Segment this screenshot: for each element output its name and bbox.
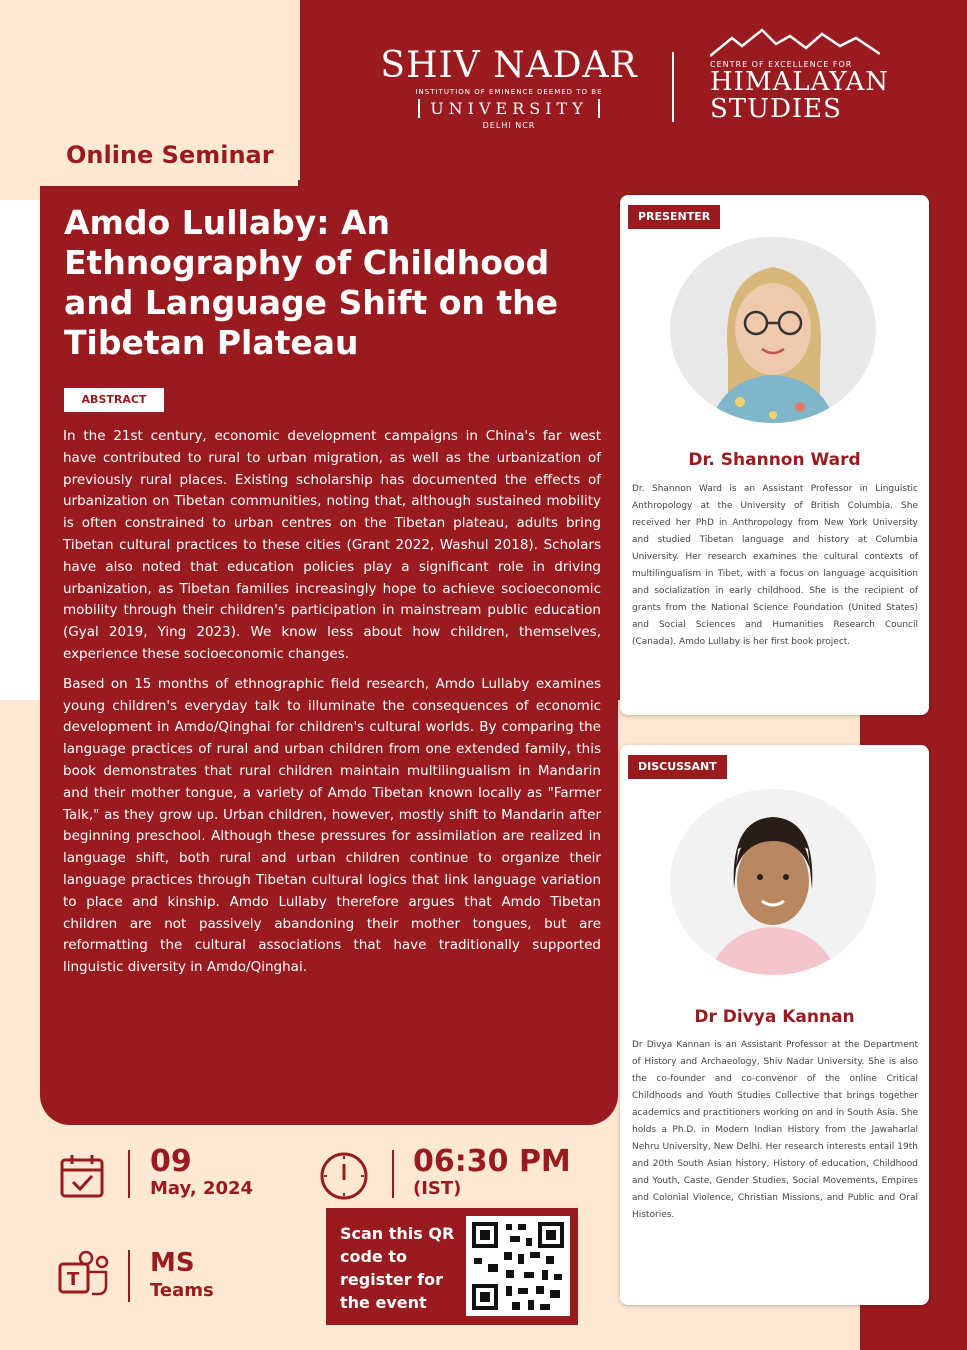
abstract-text [63,426,601,987]
logo-divider [672,52,674,122]
centre-line-2: STUDIES [710,94,842,124]
university-name: SHIV NADAR [380,45,638,86]
seminar-title: Amdo Lullaby: An Ethnography of Childhood and Language Shift on the Tibetan Plateau [64,203,559,362]
time-separator [392,1150,394,1198]
abstract-badge: ABSTRACT [64,388,164,412]
teams-icon [56,1250,112,1300]
discussant-card [620,745,929,1305]
qr-registration-box [326,1208,578,1325]
event-timezone: (IST) [413,1178,462,1199]
university-subtitle: INSTITUTION OF EMINENCE DEEMED TO BE [415,88,603,96]
presenter-name: Dr. Shannon Ward [688,450,861,470]
date-separator [128,1150,130,1198]
discussant-bio: Dr Divya Kannan is an Assistant Professor at the Department of History and Archaeology, Shiv Nadar University. She is also the co-founder and co-convenor of the online Critical Childhoods and Youth Studies Collective that brings together academics and practitioners working on and in South Asia. She holds a Ph.D. in Modern Indian History from the Jawaharlal Nehru University, New Delhi. Her research interests entail 19th and 20th South Asian history, History of education, Childhood and Youth, Caste, Gender Studies, Social Movements, Empires and Colonial Violence, Christian Missions, and Public and Oral Histories. [632,1040,918,1220]
presenter-badge: PRESENTER [628,205,720,229]
discussant-badge: DISCUSSANT [628,755,727,779]
event-month-year: May, 2024 [150,1178,254,1199]
event-time: 06:30 PM [413,1144,571,1179]
platform-name: MS [150,1248,195,1278]
qr-code-icon[interactable] [466,1216,570,1316]
clock-icon [318,1150,370,1202]
platform-subname: Teams [150,1280,214,1301]
qr-instruction-text: Scan this QR code to register for the event [340,1224,455,1312]
presenter-card [620,195,929,715]
himalayan-studies-logo [710,28,889,123]
university-word: UNIVERSITY [418,99,600,118]
calendar-icon [58,1152,106,1200]
university-city: DELHI NCR [482,121,536,130]
mountains-icon [710,28,880,58]
presenter-photo [670,237,876,423]
platform-separator [128,1250,130,1302]
svg-text:T: T [67,1269,80,1290]
event-type-label: Online Seminar [66,141,274,169]
abstract-paragraph-1: In the 21st century, economic development campaigns in China's far west have contributed to rural to urban migration, as well as the urbanization of previously rural places. Existing scholarship has documented the effects of urbanization on Tibetan communities, noting that, although sustained mobility is often constrained to urban centres on the Tibetan plateau, adults bring Tibetan cultural practices to these cities (Grant 2022, Washul 2018). Scholars have also noted that education policies play a significant role in driving urbanization, as Tibetan families increasingly hope to achieve socioeconomic mobility through their children's participation in mainstream public education (Gyal 2019, Ying 2023). We know less about how children, themselves, experience these socioeconomic changes. [63,428,601,662]
presenter-bio: Dr. Shannon Ward is an Assistant Professor in Linguistic Anthropology at the University of British Columbia. She received her PhD in Anthropology from New York University and studied Tibetan language and history at Columbia University. Her research examines the cultural contexts of multilingualism in Tibet, with a focus on language acquisition and socialization in early childhood. She is the recipient of grants from the National Science Foundation (United States) and Social Sciences and Humanities Research Council (Canada). Amdo Lullaby is her first book project. [632,484,918,647]
event-day: 09 [150,1144,192,1179]
centre-line-1: HIMALAYAN [710,67,890,97]
discussant-name: Dr Divya Kannan [694,1007,855,1027]
discussant-photo [670,789,876,975]
centre-small-text: CENTRE OF EXCELLENCE FOR [710,60,853,69]
abstract-paragraph-2: Based on 15 months of ethnographic field research, Amdo Lullaby examines young children's everyday talk to illuminate the consequences of economic development in Amdo/Qinghai for children's cultural worlds. By comparing the language practices of rural and urban children from one extended family, this book demonstrates that rural children maintain multilingualism in Mandarin and their mother tongue, a variety of Amdo Tibetan known locally as "Farmer Talk," as they grow up. Urban children, however, mostly shift to Mandarin after beginning preschool. Although these pressures for assimilation are realized in language shift, both rural and urban children continue to organize their language practices through Tibetan cultural logics that link language variation to place and kinship. Amdo Lullaby therefore argues that Amdo Tibetan children are not passively abandoning their mother tongues, but are reformatting the cultural associations that have traditionally supported linguistic diversity in Amdo/Qinghai. [63,675,601,976]
shiv-nadar-logo [378,46,640,130]
